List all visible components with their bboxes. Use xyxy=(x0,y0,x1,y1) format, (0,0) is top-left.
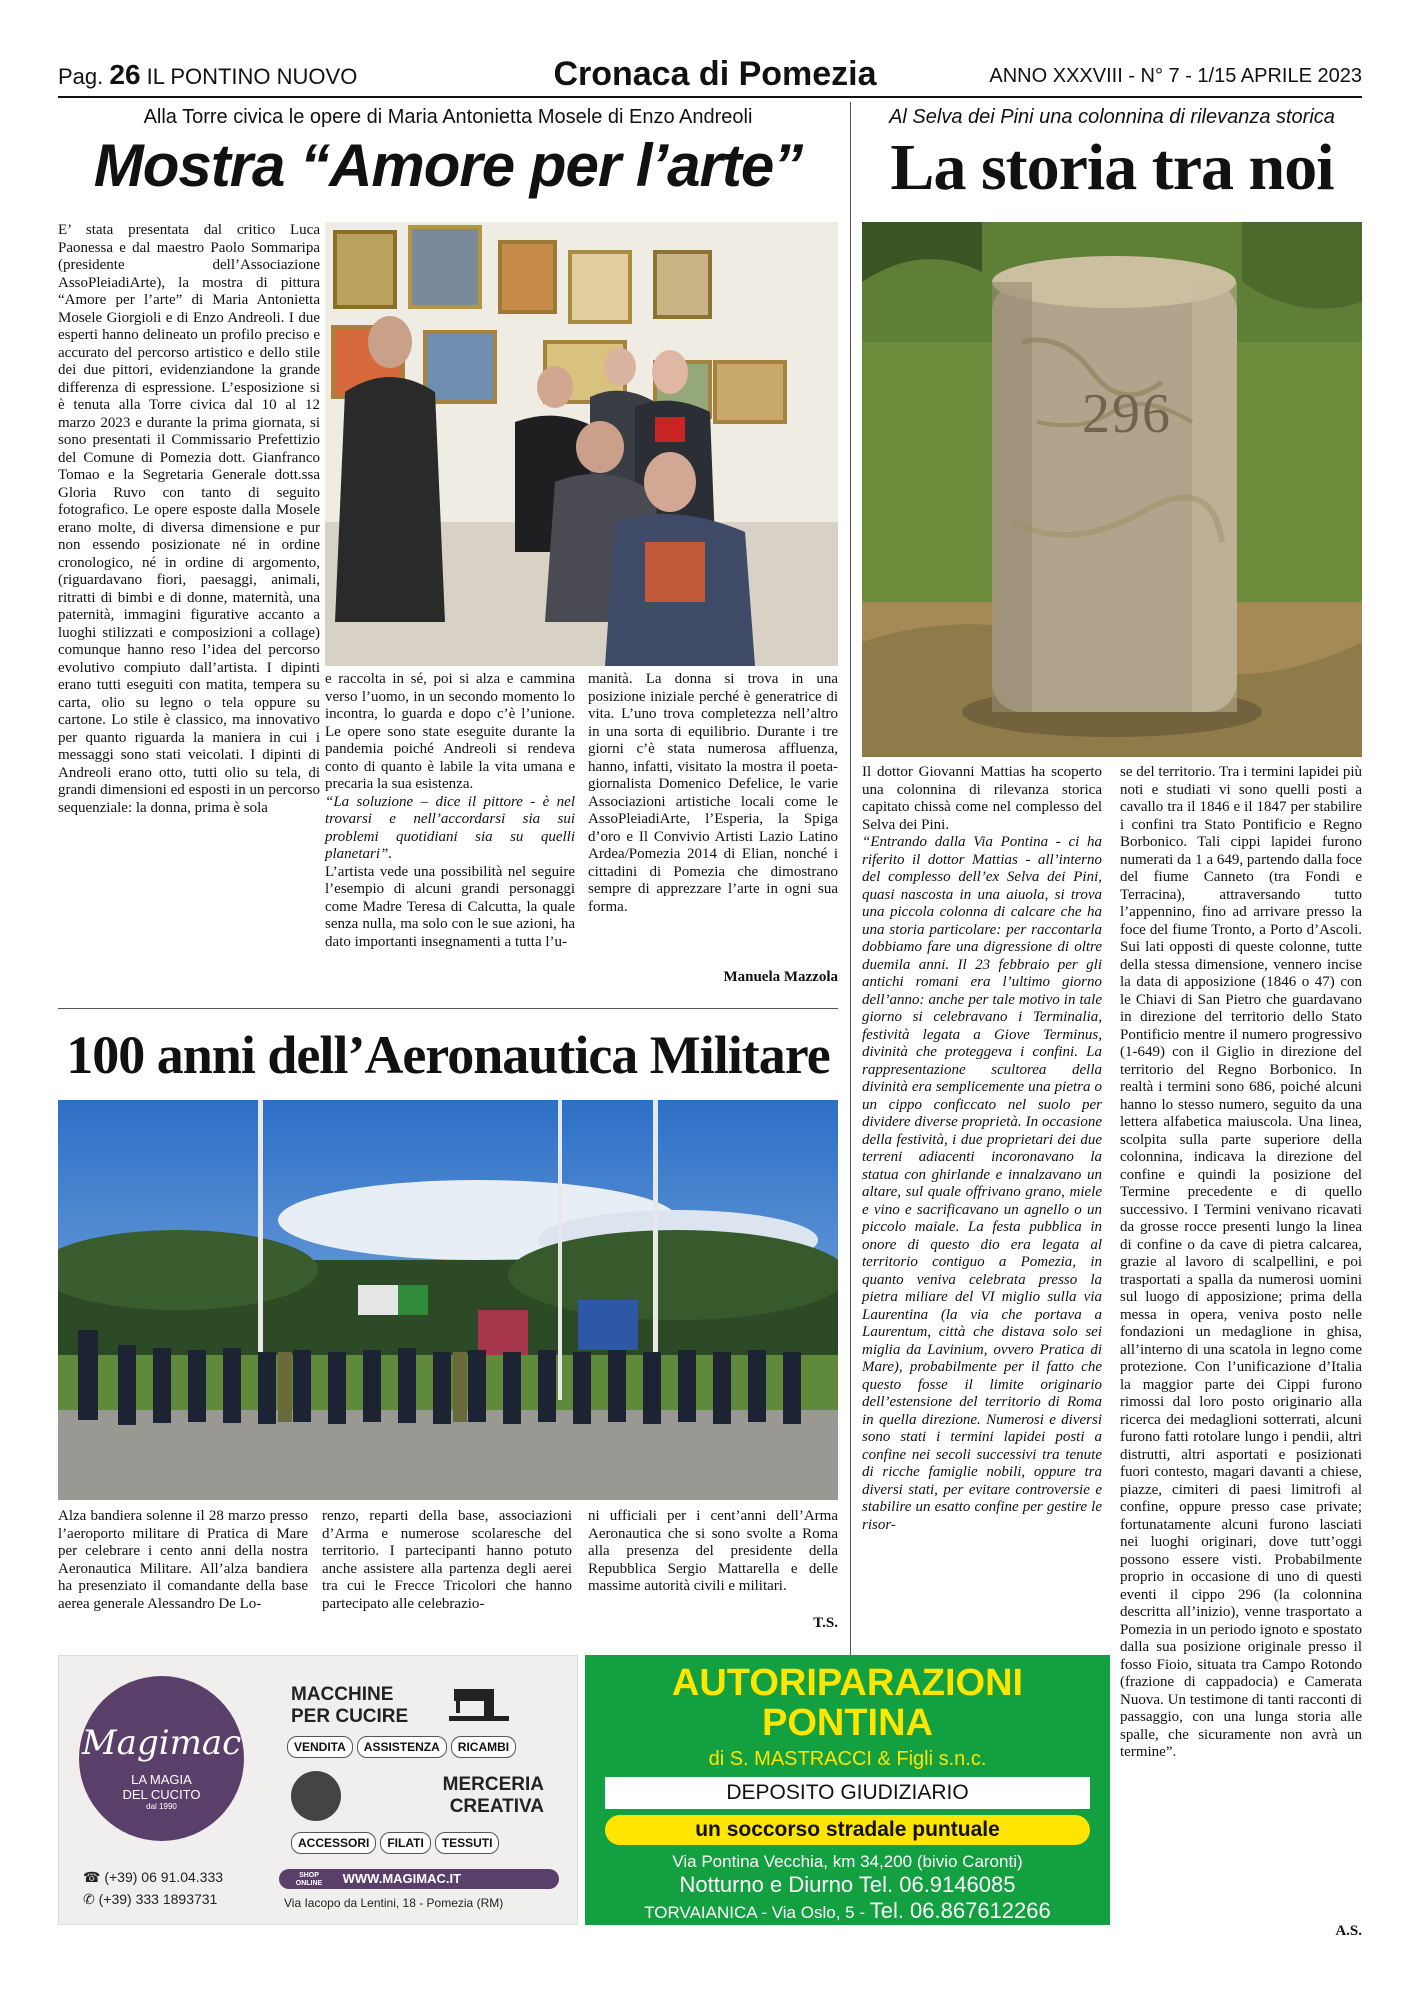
magimac-heading-2: PER CUCIRE xyxy=(291,1706,409,1727)
stone-inscription: 296 xyxy=(1082,383,1172,445)
left-col2-text-a: e raccolta in sé, poi si alza e cammina verso l’uomo, in un secondo momento lo incontra, lo guarda e dopo c’è l’unione. Le opere sono state eseguite durante la pandemia poiché Andreoli si rendeva conto di quanto è labile la vita umana e precaria la sua esistenza. xyxy=(325,671,575,792)
magimac-merceria-2: CREATIVA xyxy=(449,1796,544,1817)
magimac-heading-1: MACCHINE xyxy=(291,1684,394,1705)
aero-col3-text: ni ufficiali per i cent’anni dell’Arma Aeronautica che si sono svolte a Roma alla presenza del presidente della Repubblica Sergio Mattarella e delle massime autorità civili e militari. xyxy=(588,1508,838,1594)
paper-name: IL PONTINO NUOVO xyxy=(146,64,358,89)
autorip-branch-phone: Tel. 06.867612266 xyxy=(869,1898,1051,1923)
right-headline: La storia tra noi xyxy=(890,131,1334,204)
magimac-vendita: VENDITA xyxy=(287,1736,353,1758)
magimac-phone: (+39) 06 91.04.333 xyxy=(104,1869,224,1885)
pag-label: Pag. xyxy=(58,64,104,89)
magimac-address: Via Iacopo da Lentini, 18 - Pomezia (RM) xyxy=(284,1896,504,1910)
pag-number: 26 xyxy=(109,59,141,90)
magimac-accessori: ACCESSORI xyxy=(291,1832,376,1854)
left-col1-text: E’ stata presentata dal critico Luca Paonessa e dal maestro Paolo Sommaripa (presidente dell’Associazione AssoPleiadiArte), la mostra di pittura “Amore per l’arte” di Maria Antonietta Mosele Giorgioli e di Enzo Andreoli. I due esperti hanno delineato un profilo preciso e accurato del percorso artistico e dello stile dei due pittori, evidenziandone la grande differenza di espressione. L’esposizione si è tenuta alla Torre civica dal 10 al 12 marzo 2023 e durante la prima giornata, si sono presentati il Commissario Prefettizio del Comune di Pomezia dott. Gianfranco Tomao e la Segretaria Generale dott.ssa Gloria Ruvo con tanto di seguito fotografico. Le opere esposte dalla Mosele erano molte, di diversa dimensione e pur non essendo posizionate né in ordine cronologico, né in ordine di argomento, (riguardavano fiori, paesaggi, animali, ritratti di bimbi e di donne, maternità, una paternità, immagini figurative accanto a luoghi stilizzati e composizioni a collage) comunque hanno reso l’idea del percorso evolutivo compiuto dall’artista. I dipinti erano tutti eseguiti con matita, tempera su carta, olio su legno o tela oppure su cartone. Lo stile è classico, ma innovativo per quanto riguarda la maniera in cui i messaggi sono stati veicolati. I dipinti di Andreoli erano otto, tutti olio su tela, di grandi dimensioni ed esposti in un percorso sequenziale: la donna, prima è sola xyxy=(58,222,320,816)
column-divider xyxy=(850,102,851,1752)
magimac-website[interactable]: WWW.MAGIMAC.IT xyxy=(342,1871,462,1886)
page-number-label xyxy=(58,60,357,92)
autorip-slogan: un soccorso stradale puntuale xyxy=(605,1815,1090,1845)
header-rule xyxy=(58,96,1362,98)
magimac-web-bar[interactable] xyxy=(279,1869,559,1889)
aero-col2-text: renzo, reparti della base, associazioni d’Arma e numerose scolaresche del territorio. I partecipanti hanno potuto anche assistere alla partenza degli aerei tra cui le Frecce Tricolori che hanno partecipato alle celebrazio- xyxy=(322,1508,572,1612)
aero-headline: 100 anni dell’Aeronautica Militare xyxy=(66,1025,830,1085)
magimac-logo xyxy=(79,1676,244,1841)
magimac-tagline-2: DEL CUCITO xyxy=(122,1787,201,1802)
aero-col3 xyxy=(588,1508,838,1596)
left-col1 xyxy=(58,222,320,817)
autorip-title-2: PONTINA xyxy=(762,1702,933,1744)
magimac-services-row xyxy=(287,1736,516,1758)
magimac-tagline-1: LA MAGIA xyxy=(131,1772,192,1787)
stone-column-photo xyxy=(862,222,1362,757)
autorip-title-1: AUTORIPARAZIONI xyxy=(671,1662,1024,1704)
aero-col1 xyxy=(58,1508,308,1613)
section-rule xyxy=(58,1008,838,1009)
right-col2-text: se del territorio. Tra i termini lapidei più noti e studiati vi sono quelli posti a cavallo tra il 1846 e il 1847 per stabilire i confini tra Stato Pontificio e Regno Borbonico. Tali cippi lapidei furono numerati da 1 a 649, partendo dalla foce del fiume Canneto (tra Fondi e Terracina), attraversando tutto l’appennino, fino ad arrivare presso la foce del fiume Tronto, a Porto d’Ascoli. Sui lati opposti di queste colonne, tutte della stessa dimensione, vennero incise la data di apposizione (1846 o 47) con le Chiavi di San Pietro che guardavano in direzione del territorio dello Stato Pontificio mentre il numero progressivo (1-649) con il Giglio in direzione del territorio del Regno Borbonico. In realtà i termini sono 686, poiché alcuni hanno lo stesso numero, seguito da una lettera alfabetica maiuscola. Una linea, scolpita sulla parte superiore della colonnina, indicava la direzione del confine e quindi la posizione del Termine precedente e di quello successivo. I Termini venivano ricavati da grosse rocce presenti lungo la linea di confine o da cave di pietra calcarea, grazie al lavoro di scalpellini, e poi trasportati a spalla da numerosi uomini sul luogo di apposizione; prima della messa in opera, veniva posto nelle fondazioni un medaglione in ghisa, all’interno di una scatola in legno come protezione. Con l’unificazione d’Italia la maggior parte dei Cippi furono rimossi dal loro posto originario alla ricerca dei medaglioni sotterrati, alcuni furono fatti rotolare lungo i pendii, altri distrutti, altri asportati e posizionati fuori contesto, magari davanti a chiese, piazze, cimiteri di paesi limitrofi al confine, oppure presso case private; fortunatamente alcuni furono lasciati nei luoghi originari, dove tutt’oggi possono essere visti. Probabilmente proprio in occasione di uno di questi eventi il cippo 296 (la colonnina descritta all’inizio), venne trasportato a Pomezia in un periodo ignoto e spostato dalla sua posizione originale presso il fosso Fioio, situata tra Campo Rotondo (frazione di cappadocia) e Camerata Nuova. Un testimone di tanti racconti di passaggio, con una lunga storia alle spalle, che sicuramente non avrà un termine”. xyxy=(1120,764,1362,1760)
right-kicker: Al Selva dei Pini una colonnina di rilevanza storica xyxy=(889,106,1335,128)
right-byline: A.S. xyxy=(1335,1923,1362,1939)
autorip-title xyxy=(585,1663,1110,1743)
magimac-heading xyxy=(291,1684,408,1728)
sewing-machine-icon xyxy=(444,1681,514,1726)
magimac-assistenza: ASSISTENZA xyxy=(357,1736,447,1758)
ceremony-photo xyxy=(58,1100,838,1500)
left-kicker: Alla Torre civica le opere di Maria Antonietta Mosele di Enzo Andreoli xyxy=(143,106,753,128)
ceremony-photo-image xyxy=(58,1100,838,1500)
magimac-ad[interactable] xyxy=(58,1655,578,1925)
aero-col1-text: Alza bandiera solenne il 28 marzo presso l’aeroporto militare di Pratica di Mare per celebrare i cento anni della nostra Aeronautica Militare. All’alza bandiera ha presenziato il comandante della base aerea generale Alessandro De Lo- xyxy=(58,1508,308,1612)
magimac-logo-text: Magimac xyxy=(81,1723,242,1763)
right-col2 xyxy=(1120,764,1362,1762)
stone-column-image xyxy=(862,222,1362,757)
exhibition-photo-image xyxy=(325,222,838,666)
magimac-contacts xyxy=(83,1866,223,1910)
right-col1 xyxy=(862,764,1102,1534)
autorip-phone-line: Notturno e Diurno Tel. 06.9146085 xyxy=(679,1872,1016,1897)
right-col1-quote: “Entrando dalla Via Pontina - ci ha riferito il dottor Mattias - all’interno del complesso dell’ex Selva dei Pini, quasi nascosta in una aiuola, si trova una piccola colonna di calcare che ha una storia particolare: per raccontarla dobbiamo fare una digressione di oltre duemila anni. Il 23 febbraio per gli antichi romani era l’ultimo giorno dell’anno: anche per tale motivo in tale giorno si celebravano i Terminalia, festività legata a Giove Terminus, divinità che proteggeva i confini. La rappresentazione scultorea della divinità era semplicemente una pietra o un cippo conficcato nel suolo per dividere diverse proprietà. In occasione della festività, i due proprietari dei due terreni adiacenti incoronavano la statua con ghirlande e innalzavano un altare, sul quale offrivano grano, miele e vino e sacrificavano un agnello o un piccolo maiale. La festa pubblica in onore di questo dio era legata al territorio contiguo a Pomezia, in quanto veniva celebrata presso la pietra miliare del VI miglio sulla via Laurentina (la via che portava a Laurentum, città che distava solo sei miglia da Lavinium, ovvero Pratica di Mare), probabilmente per il fatto che questo fosse il limite originario dell’estensione del territorio di Roma in quella direzione. Numerosi e diversi sono stati i termini lapidei posti a confine nei secoli successivi tra tenute di ricche famiglie nobili, oppure tra diversi stati, per evitare controversie e stabilire un esatto confine per gestire le risor- xyxy=(862,834,1102,1533)
right-col1-intro: Il dottor Giovanni Mattias ha scoperto una colonnina di rilevanza storica capitato chissà come nel complesso del Selva dei Pini. xyxy=(862,764,1102,833)
section-title: Cronaca di Pomezia xyxy=(553,55,877,93)
magimac-merceria-1: MERCERIA xyxy=(442,1774,544,1795)
left-byline: Manuela Mazzola xyxy=(723,969,838,985)
magimac-filati: FILATI xyxy=(380,1832,430,1854)
thread-spool-icon xyxy=(291,1771,341,1821)
autoriparazioni-ad[interactable] xyxy=(585,1655,1110,1925)
left-col3-text: manità. La donna si trova in una posizione iniziale perché è generatrice di vita. L’uno trova completezza nell’altro in una sorta di equilibrio. Durante i tre giorni c’è stata numerosa affluenza, hanno, infatti, visitato la mostra il poeta-giornalista Domenico Defelice, le varie Associazioni artistiche locali come le AssoPleiadiArte, l’Esperia, la Spiga d’oro e Il Convivio Artisti Lazio Latino Ardea/Pomezia 2014 di Elian, nonché i cittadini di Pomezia che dimostrano sempre di apprezzare l’arte in ogni sua forma. xyxy=(588,671,838,915)
magimac-whatsapp: (+39) 333 1893731 xyxy=(98,1891,218,1907)
magimac-ricambi: RICAMBI xyxy=(451,1736,516,1758)
autorip-owner: di S. MASTRACCI & Figli s.n.c. xyxy=(708,1748,987,1770)
phone-icon: ☎ xyxy=(83,1869,105,1885)
autorip-branch xyxy=(585,1899,1110,1925)
autorip-branch-prefix: TORVAIANICA - Via Oslo, 5 - xyxy=(644,1903,870,1922)
magimac-tessuti: TESSUTI xyxy=(435,1832,500,1854)
issue-info: ANNO XXXVIII - N° 7 - 1/15 APRILE 2023 xyxy=(989,65,1362,87)
exhibition-photo xyxy=(325,222,838,666)
left-col2-text-b: L’artista vede una possibilità nel seguire l’esempio di alcuni grandi personaggi come Madre Teresa di Calcutta, la quale senza nulla, ma solo con le sue azioni, ha dato importanti insegnamenti a tutta l’u- xyxy=(325,863,575,950)
left-col2-quote: “La soluzione – dice il pittore - è nel trovarsi e nell’accordarsi sia sui problemi quotidiani sia su quelli planetari”. xyxy=(325,793,575,862)
aero-col2 xyxy=(322,1508,572,1613)
magimac-shop-label: SHOP ONLINE xyxy=(295,1871,323,1887)
aero-byline: T.S. xyxy=(813,1615,838,1631)
whatsapp-icon: ✆ xyxy=(83,1891,99,1907)
magimac-merceria-row xyxy=(291,1832,499,1854)
left-col2 xyxy=(325,671,575,951)
magimac-since: dal 1990 xyxy=(146,1802,177,1811)
magimac-merceria xyxy=(404,1774,544,1818)
left-col3 xyxy=(588,671,838,916)
left-headline: Mostra “Amore per l’arte” xyxy=(93,132,803,199)
autorip-deposito: DEPOSITO GIUDIZIARIO xyxy=(605,1777,1090,1809)
autorip-address: Via Pontina Vecchia, km 34,200 (bivio Caronti) xyxy=(672,1852,1023,1871)
